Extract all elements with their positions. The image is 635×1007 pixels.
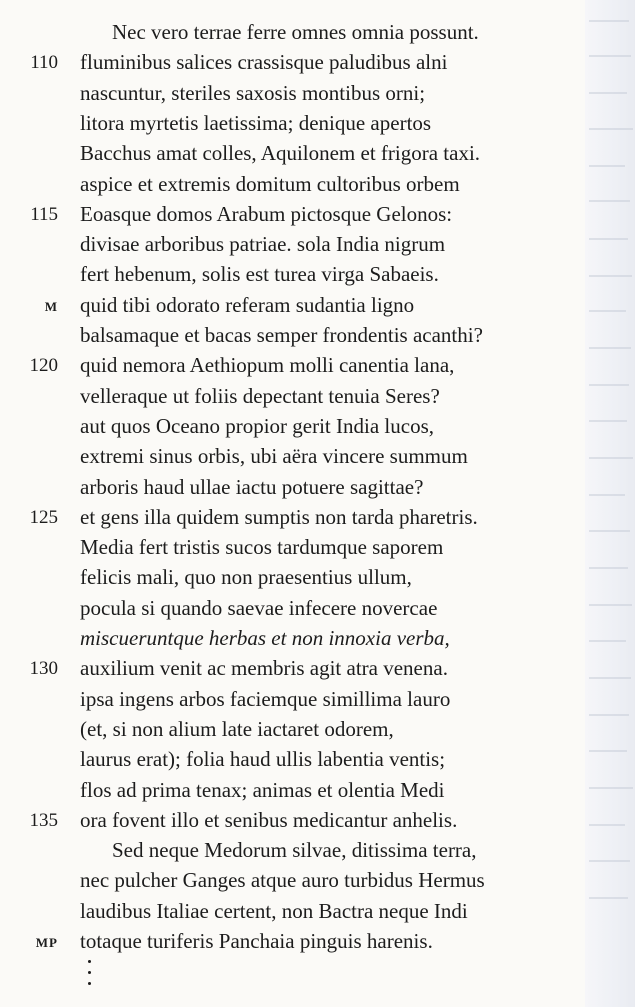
poem-line [0,352,600,379]
verse-text: laurus erat); folia haud ullis labentia ventis; [80,747,446,772]
line-number: 130 [29,658,58,680]
verse-text: quid nemora Aethiopum molli canentia lana, [80,353,455,378]
poem-line [0,867,600,894]
poem-line [0,443,600,470]
line-number: 135 [29,809,58,831]
verse-text: divisae arboribus patriae. sola India nigrum [80,232,446,257]
line-number: 115 [30,203,58,225]
poem-line [0,49,600,76]
poem-line [0,201,600,228]
verse-text: nascuntur, steriles saxosis montibus orni; [80,80,426,105]
poem-line [0,686,600,713]
poem-line [0,716,600,743]
poem-line [0,595,600,622]
verse-text: Bacchus amat colles, Aquilonem et frigora taxi. [80,141,481,166]
verse-text: flos ad prima tenax; animas et olentia Medi [80,777,445,802]
poem-line [0,19,600,46]
verse-text: litora myrtetis laetissima; denique apertos [80,110,432,135]
verse-text: fert hebenum, solis est turea virga Sabaeis. [80,262,439,287]
verse-text: extremi sinus orbis, ubi aëra vincere summum [80,444,468,469]
manuscript-siglum: MP [35,935,58,950]
poem-line [0,928,600,955]
poem-line [0,231,600,258]
verse-text: aut quos Oceano propior gerit India lucos, [80,413,434,438]
poem-line [0,777,600,804]
poem-line [0,140,600,167]
poem-line [0,292,600,319]
verse-text: auxilium venit ac membris agit atra venena. [80,656,448,681]
verse-text: totaque turiferis Panchaia pinguis harenis. [80,929,433,953]
verse-text: (et, si non alium late iactaret odorem, [80,716,394,741]
verse-text: balsamaque et bacas semper frondentis acanthi? [80,323,483,347]
poem-line [0,383,600,410]
verse-text: quid tibi odorato referam sudantia ligno [80,292,415,317]
poem-line [0,322,600,349]
poem-line [0,746,600,773]
verse-text: et gens illa quidem sumptis non tarda pharetris. [80,504,478,529]
poem-line [0,837,600,864]
verse-text: pocula si quando saevae infecere novercae [80,595,438,620]
poem-line [0,474,600,501]
poem-line [0,655,600,682]
poem-line [0,534,600,561]
verse-text: miscueruntque herbas et non innoxia verba, [80,626,450,650]
verse-text: fluminibus salices crassisque paludibus alni [80,50,448,75]
verse-text: arboris haud ullae iactu potuere sagittae? [80,474,424,499]
poem-line [0,261,600,288]
verse-text: laudibus Italiae certent, non Bactra neque Indi [80,898,468,923]
verse-text: Sed neque Medorum silvae, ditissima terra, [112,838,477,863]
verse-text: Media fert tristis sucos tardumque saporem [80,535,444,560]
poem-line [0,413,600,440]
line-number: 120 [29,355,58,377]
poem-line [0,898,600,925]
poem-line [0,504,600,531]
line-number: 110 [30,52,58,74]
poem-line [0,171,600,198]
poem-line [0,564,600,591]
verse-text: ora fovent illo et senibus medicantur anhelis. [80,807,458,832]
poem-line [0,110,600,137]
verse-text: Eoasque domos Arabum pictosque Gelonos: [80,201,453,226]
verse-text: aspice et extremis domitum cultoribus orbem [80,171,460,196]
verse-text: velleraque ut foliis depectant tenuia Seres? [80,383,440,408]
verse-text: felicis mali, quo non praesentius ullum, [80,565,412,590]
verse-text: ipsa ingens arbos faciemque simillima lauro [80,686,451,711]
verse-text: Nec vero terrae ferre omnes omnia possunt. [112,20,479,44]
poem-line [0,807,600,834]
verse-text: nec pulcher Ganges atque auro turbidus Hermus [80,868,485,893]
line-number: 125 [29,506,58,528]
poem-line [0,80,600,107]
manuscript-siglum: M [44,298,58,314]
continuation-dots [87,960,93,996]
poem-line [0,625,600,652]
